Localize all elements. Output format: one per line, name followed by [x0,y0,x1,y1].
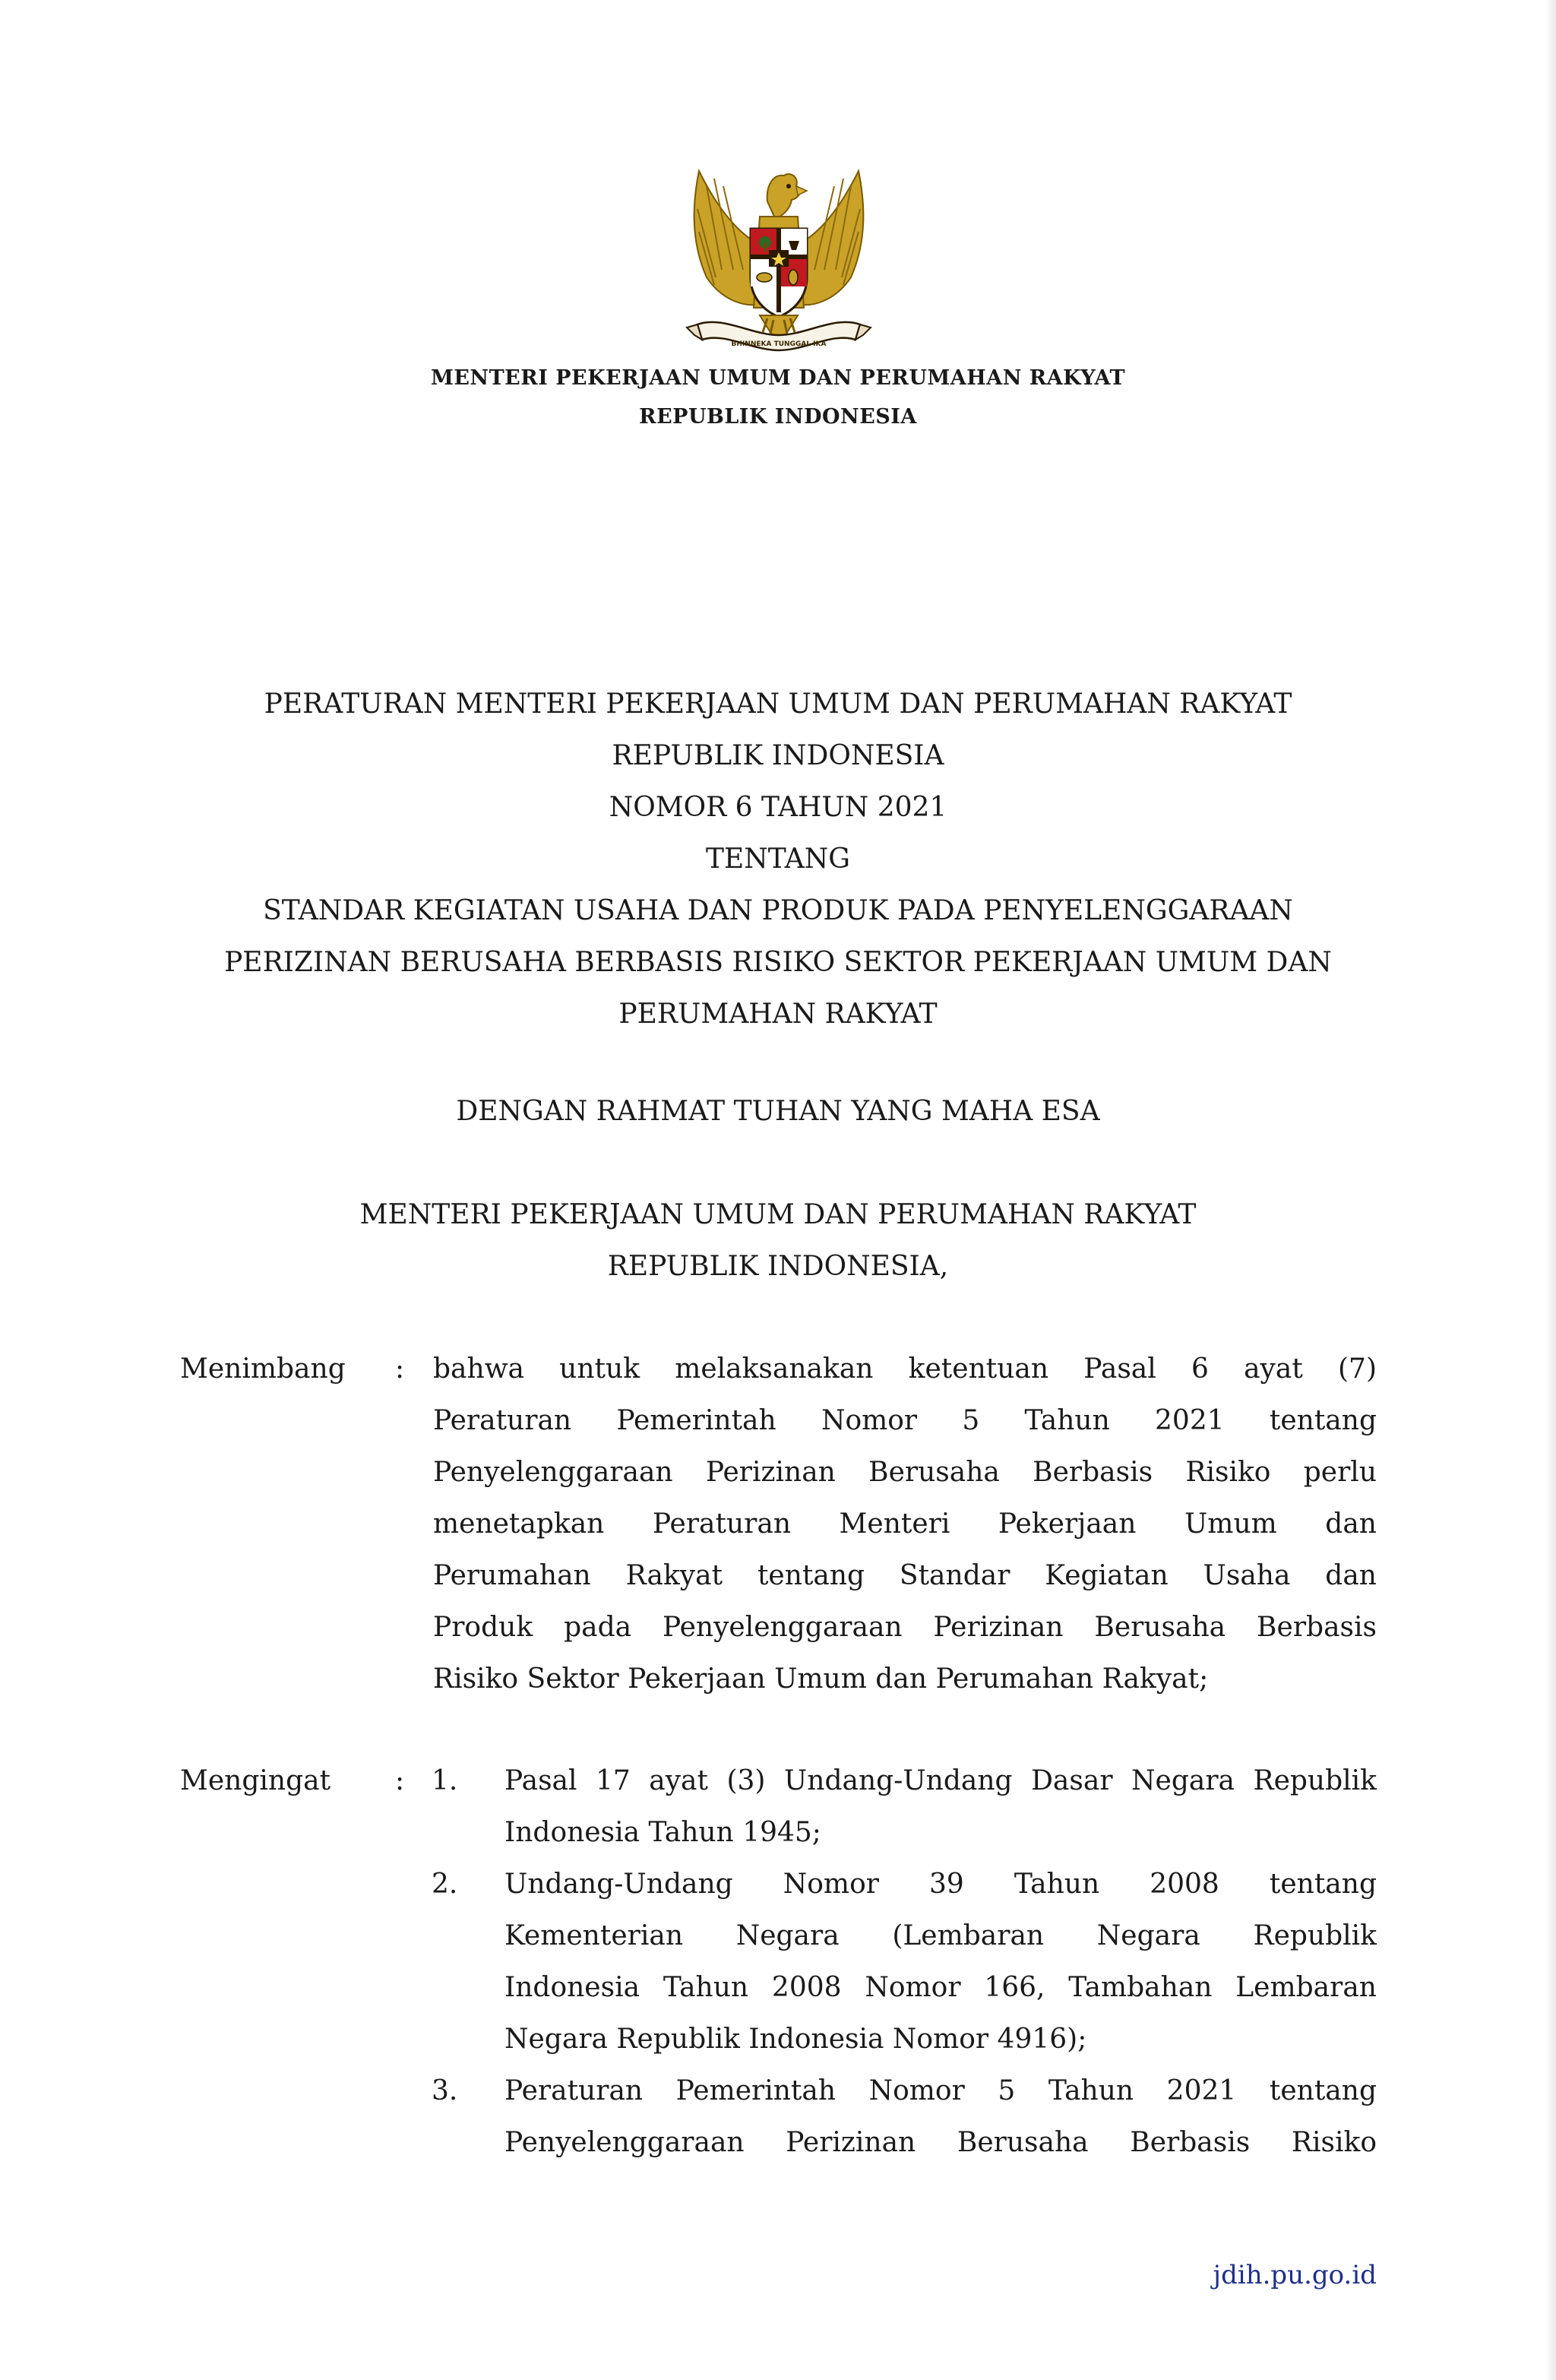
paragraph-line: Perumahan Rakyat tentang Standar Kegiatan Usaha dan [433,1560,1377,1591]
item-line: Negara Republik Indonesia Nomor 4916); [504,2024,1087,2055]
footer-website-link[interactable]: jdih.pu.go.id [1213,2260,1377,2290]
item-line: Pasal 17 ayat (3) Undang-Undang Dasar Negara Republik [504,1765,1377,1796]
title-line: TENTANG [705,843,851,875]
menimbang-colon: : [395,1353,405,1385]
emblem-motto-text: BHINNEKA TUNGGAL IKA [731,340,827,348]
header-ministry-name: MENTERI PEKERJAAN UMUM DAN PERUMAHAN RAKYAT [430,366,1126,390]
paragraph-line: Produk pada Penyelenggaraan Perizinan Berusaha Berbasis [433,1612,1377,1643]
item-line: Penyelenggaraan Perizinan Berusaha Berbasis Risiko [504,2127,1377,2158]
paragraph-line: bahwa untuk melaksanakan ketentuan Pasal 6 ayat (7) [433,1353,1377,1385]
menimbang-paragraph [433,1343,1377,1705]
title-line: NOMOR 6 TAHUN 2021 [609,792,947,823]
item-line: Peraturan Pemerintah Nomor 5 Tahun 2021 tentang [504,2075,1377,2106]
garuda-emblem-icon [676,156,881,369]
title-line: PERIZINAN BERUSAHA BERBASIS RISIKO SEKTOR PEKERJAAN UMUM DAN [224,947,1332,978]
mengingat-label: Mengingat [180,1765,331,1796]
title-line: STANDAR KEGIATAN USAHA DAN PRODUK PADA PENYELENGGARAAN [263,895,1293,926]
minister-line: REPUBLIK INDONESIA, [607,1251,949,1282]
list-item [504,1755,1377,1859]
list-item [504,1859,1377,2065]
paragraph-line: Risiko Sektor Pekerjaan Umum dan Perumahan Rakyat; [433,1663,1209,1695]
minister-heading [0,1189,1556,1293]
title-line: REPUBLIK INDONESIA [612,740,944,771]
item-line: Kementerian Negara (Lembaran Negara Republik [504,1920,1377,1951]
paragraph-line: Peraturan Pemerintah Nomor 5 Tahun 2021 tentang [433,1405,1377,1436]
regulation-title [0,679,1556,1040]
title-line: PERATURAN MENTERI PEKERJAAN UMUM DAN PERUMAHAN RAKYAT [264,688,1292,720]
item-line: Indonesia Tahun 2008 Nomor 166, Tambahan Lembaran [504,1972,1377,2003]
header-country-name: REPUBLIK INDONESIA [639,405,917,429]
title-line: PERUMAHAN RAKYAT [618,999,938,1030]
minister-line: MENTERI PEKERJAAN UMUM DAN PERUMAHAN RAKYAT [359,1199,1197,1230]
mengingat-colon: : [395,1765,405,1796]
list-item [504,2065,1377,2169]
menimbang-label: Menimbang [180,1353,346,1385]
item-line: Indonesia Tahun 1945; [504,1817,821,1848]
list-item-number: 1. [432,1765,458,1796]
paragraph-line: menetapkan Peraturan Menteri Pekerjaan Umum dan [433,1508,1377,1540]
list-item-number: 3. [432,2075,458,2106]
item-line: Undang-Undang Nomor 39 Tahun 2008 tentang [504,1869,1377,1900]
paragraph-line: Penyelenggaraan Perizinan Berusaha Berbasis Risiko perlu [433,1457,1377,1488]
list-item-number: 2. [432,1869,458,1900]
opening-phrase: DENGAN RAHMAT TUHAN YANG MAHA ESA [456,1096,1100,1127]
